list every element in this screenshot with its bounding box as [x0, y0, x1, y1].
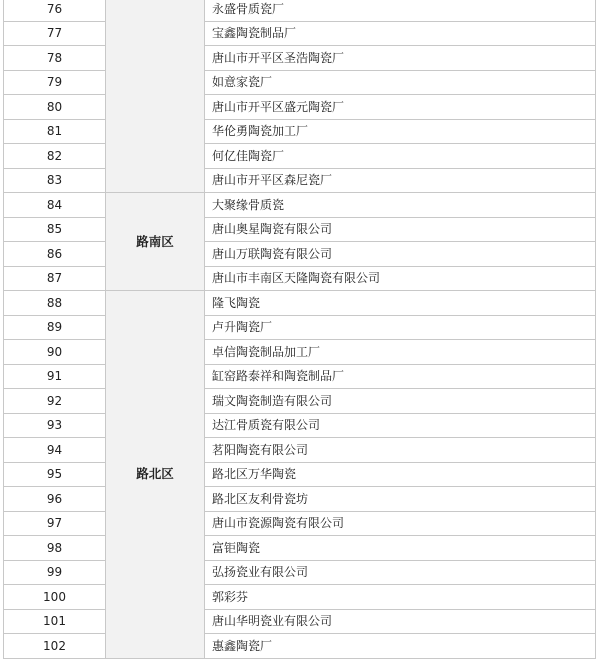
company-name: 隆飞陶瓷	[205, 291, 596, 316]
company-name: 大聚缘骨质瓷	[205, 193, 596, 218]
row-number: 102	[4, 634, 106, 659]
table-row	[4, 144, 596, 169]
row-number: 98	[4, 536, 106, 561]
row-number: 79	[4, 70, 106, 95]
table-row	[4, 511, 596, 536]
company-name: 唐山市开平区盛元陶瓷厂	[205, 95, 596, 120]
company-name: 唐山市开平区森尼瓷厂	[205, 168, 596, 193]
row-number: 92	[4, 389, 106, 414]
row-number: 94	[4, 438, 106, 463]
row-number: 76	[4, 0, 106, 21]
table-row	[4, 70, 596, 95]
row-number: 85	[4, 217, 106, 242]
district-cell: 路南区	[106, 193, 205, 291]
table-row	[4, 536, 596, 561]
row-number: 81	[4, 119, 106, 144]
company-name: 华伦勇陶瓷加工厂	[205, 119, 596, 144]
company-name: 宝鑫陶瓷制品厂	[205, 21, 596, 46]
row-number: 78	[4, 46, 106, 71]
company-name: 唐山市开平区圣浩陶瓷厂	[205, 46, 596, 71]
row-number: 88	[4, 291, 106, 316]
table-row	[4, 560, 596, 585]
table-row	[4, 242, 596, 267]
row-number: 97	[4, 511, 106, 536]
company-name: 路北区友利骨瓷坊	[205, 487, 596, 512]
table-row	[4, 95, 596, 120]
company-name: 卓信陶瓷制品加工厂	[205, 340, 596, 365]
row-number: 100	[4, 585, 106, 610]
table-row	[4, 119, 596, 144]
company-name: 唐山奥星陶瓷有限公司	[205, 217, 596, 242]
table-row	[4, 168, 596, 193]
company-name: 唐山华明瓷业有限公司	[205, 609, 596, 634]
row-number: 96	[4, 487, 106, 512]
company-name: 路北区万华陶瓷	[205, 462, 596, 487]
district-cell	[106, 0, 205, 193]
row-number: 89	[4, 315, 106, 340]
row-number: 83	[4, 168, 106, 193]
company-name: 何亿佳陶瓷厂	[205, 144, 596, 169]
company-table-body	[4, 0, 596, 658]
table-row	[4, 21, 596, 46]
row-number: 90	[4, 340, 106, 365]
row-number: 93	[4, 413, 106, 438]
company-name: 卢升陶瓷厂	[205, 315, 596, 340]
company-name: 惠鑫陶瓷厂	[205, 634, 596, 659]
table-row	[4, 217, 596, 242]
table-row	[4, 585, 596, 610]
company-name: 弘扬瓷业有限公司	[205, 560, 596, 585]
table-row	[4, 193, 596, 218]
row-number: 87	[4, 266, 106, 291]
row-number: 95	[4, 462, 106, 487]
company-name: 达江骨质瓷有限公司	[205, 413, 596, 438]
company-name: 瑞文陶瓷制造有限公司	[205, 389, 596, 414]
row-number: 91	[4, 364, 106, 389]
table-row	[4, 291, 596, 316]
row-number: 82	[4, 144, 106, 169]
company-name: 永盛骨质瓷厂	[205, 0, 596, 21]
table-row	[4, 462, 596, 487]
table-row	[4, 364, 596, 389]
company-name: 唐山万联陶瓷有限公司	[205, 242, 596, 267]
table-row	[4, 46, 596, 71]
table-row	[4, 438, 596, 463]
table-row	[4, 315, 596, 340]
table-row	[4, 487, 596, 512]
table-row	[4, 634, 596, 659]
company-name: 郭彩芬	[205, 585, 596, 610]
row-number: 86	[4, 242, 106, 267]
company-name: 富钜陶瓷	[205, 536, 596, 561]
table-row	[4, 609, 596, 634]
company-name: 缸窑路泰祥和陶瓷制品厂	[205, 364, 596, 389]
company-name: 如意家瓷厂	[205, 70, 596, 95]
row-number: 77	[4, 21, 106, 46]
row-number: 99	[4, 560, 106, 585]
company-name: 唐山市瓷源陶瓷有限公司	[205, 511, 596, 536]
table-row	[4, 413, 596, 438]
company-name: 唐山市丰南区天隆陶瓷有限公司	[205, 266, 596, 291]
table-row	[4, 266, 596, 291]
company-table	[3, 0, 596, 659]
row-number: 84	[4, 193, 106, 218]
district-cell: 路北区	[106, 291, 205, 659]
table-row	[4, 340, 596, 365]
company-name: 茗阳陶瓷有限公司	[205, 438, 596, 463]
row-number: 101	[4, 609, 106, 634]
table-row	[4, 389, 596, 414]
row-number: 80	[4, 95, 106, 120]
table-row	[4, 0, 596, 21]
